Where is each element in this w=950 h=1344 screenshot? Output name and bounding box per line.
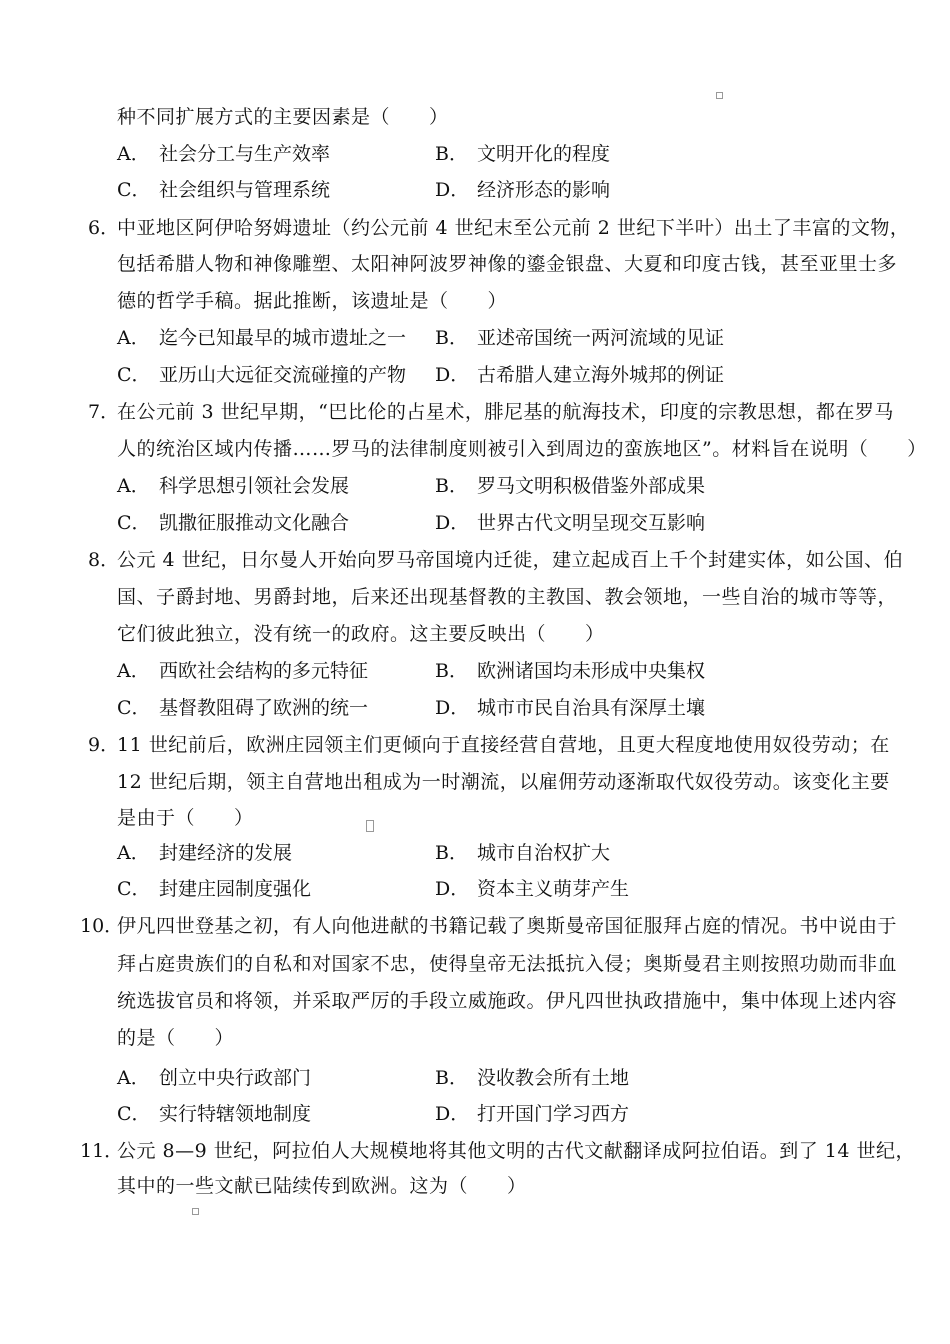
question-10-option-d: D． 打开国门学习西方 <box>435 1103 630 1125</box>
question-9-stem-line: 12 世纪后期，领主自营地出租成为一时潮流，以雇佣劳动逐渐取代奴役劳动。该变化主要 <box>117 771 890 793</box>
question-10-number: 10． <box>80 915 124 937</box>
question-5-stem-tail: 种不同扩展方式的主要因素是（ ） <box>117 106 449 128</box>
question-8-option-a: A． 西欧社会结构的多元特征 <box>117 660 369 682</box>
question-9-number: 9． <box>88 734 120 756</box>
question-10-option-a: A． 创立中央行政部门 <box>117 1067 312 1089</box>
question-6-option-b: B． 亚述帝国统一两河流域的见证 <box>435 327 725 349</box>
question-5-option-b: B． 文明开化的程度 <box>435 143 611 165</box>
scan-mark <box>366 820 374 832</box>
question-10-stem-line: 的是（ ） <box>117 1027 235 1049</box>
question-9-option-d: D． 资本主义萌芽产生 <box>435 878 630 900</box>
question-6-stem-line: 中亚地区阿伊哈努姆遗址（约公元前 4 世纪末至公元前 2 世纪下半叶）出土了丰富的文物， <box>117 217 910 239</box>
question-10-stem-line: 统选拔官员和将领，并采取严厉的手段立威施政。伊凡四世执政措施中，集中体现上述内容 <box>117 990 898 1012</box>
question-10-option-c: C． 实行特辖领地制度 <box>117 1103 312 1125</box>
question-6-stem-line: 德的哲学手稿。据此推断，该遗址是（ ） <box>117 290 508 312</box>
question-7-stem-line: 人的统治区域内传播……罗马的法律制度则被引入到周边的蛮族地区”。材料旨在说明（ ） <box>117 438 927 460</box>
question-6-option-c: C． 亚历山大远征交流碰撞的产物 <box>117 364 407 386</box>
question-9-option-b: B． 城市自治权扩大 <box>435 842 611 864</box>
question-7-number: 7． <box>88 401 120 423</box>
scan-mark <box>716 92 723 99</box>
question-5-option-a: A． 社会分工与生产效率 <box>117 143 331 165</box>
question-6-option-a: A． 迄今已知最早的城市遗址之一 <box>117 327 407 349</box>
question-9-stem-line: 是由于（ ） <box>117 807 254 829</box>
question-8-option-c: C． 基督教阻碍了欧洲的统一 <box>117 697 369 719</box>
question-9-option-c: C． 封建庄园制度强化 <box>117 878 312 900</box>
question-6-number: 6． <box>88 217 120 239</box>
question-8-stem-line: 公元 4 世纪，日尔曼人开始向罗马帝国境内迁徙，建立起成百上千个封建实体，如公国、伯 <box>117 549 904 571</box>
question-8-stem-line: 国、子爵封地、男爵封地，后来还出现基督教的主教国、教会领地，一些自治的城市等等， <box>117 586 898 608</box>
question-10-stem-line: 伊凡四世登基之初，有人向他进献的书籍记载了奥斯曼帝国征服拜占庭的情况。书中说由于 <box>117 915 898 937</box>
question-7-option-b: B． 罗马文明积极借鉴外部成果 <box>435 475 706 497</box>
question-7-option-d: D． 世界古代文明呈现交互影响 <box>435 512 706 534</box>
question-9-stem-line: 11 世纪前后，欧洲庄园领主们更倾向于直接经营自营地，且更大程度地使用奴役劳动；在 <box>117 734 890 756</box>
question-6-stem-line: 包括希腊人物和神像雕塑、太阳神阿波罗神像的鎏金银盘、大夏和印度古钱，甚至亚里士多 <box>117 253 898 275</box>
scan-mark <box>192 1208 199 1215</box>
question-5-option-c: C． 社会组织与管理系统 <box>117 179 331 201</box>
question-7-option-a: A． 科学思想引领社会发展 <box>117 475 350 497</box>
question-8-stem-line: 它们彼此独立，没有统一的政府。这主要反映出（ ） <box>117 623 605 645</box>
question-8-option-d: D． 城市市民自治具有深厚土壤 <box>435 697 706 719</box>
question-7-stem-line: 在公元前 3 世纪早期，“巴比伦的占星术，腓尼基的航海技术，印度的宗教思想，都在罗马 <box>117 401 894 423</box>
question-11-stem-line: 其中的一些文献已陆续传到欧洲。这为（ ） <box>117 1175 527 1197</box>
question-5-option-d: D． 经济形态的影响 <box>435 179 611 201</box>
question-9-option-a: A． 封建经济的发展 <box>117 842 293 864</box>
question-11-stem-line: 公元 8—9 世纪，阿拉伯人大规模地将其他文明的古代文献翻译成阿拉伯语。到了 14 世纪， <box>117 1140 916 1162</box>
question-10-stem-line: 拜占庭贵族们的自私和对国家不忠，使得皇帝无法抵抗入侵；奥斯曼君主则按照功勋而非血 <box>117 953 898 975</box>
question-10-option-b: B． 没收教会所有土地 <box>435 1067 630 1089</box>
question-8-option-b: B． 欧洲诸国均未形成中央集权 <box>435 660 706 682</box>
question-8-number: 8． <box>88 549 120 571</box>
question-6-option-d: D． 古希腊人建立海外城邦的例证 <box>435 364 725 386</box>
question-11-number: 11． <box>80 1140 124 1162</box>
question-7-option-c: C． 凯撒征服推动文化融合 <box>117 512 350 534</box>
